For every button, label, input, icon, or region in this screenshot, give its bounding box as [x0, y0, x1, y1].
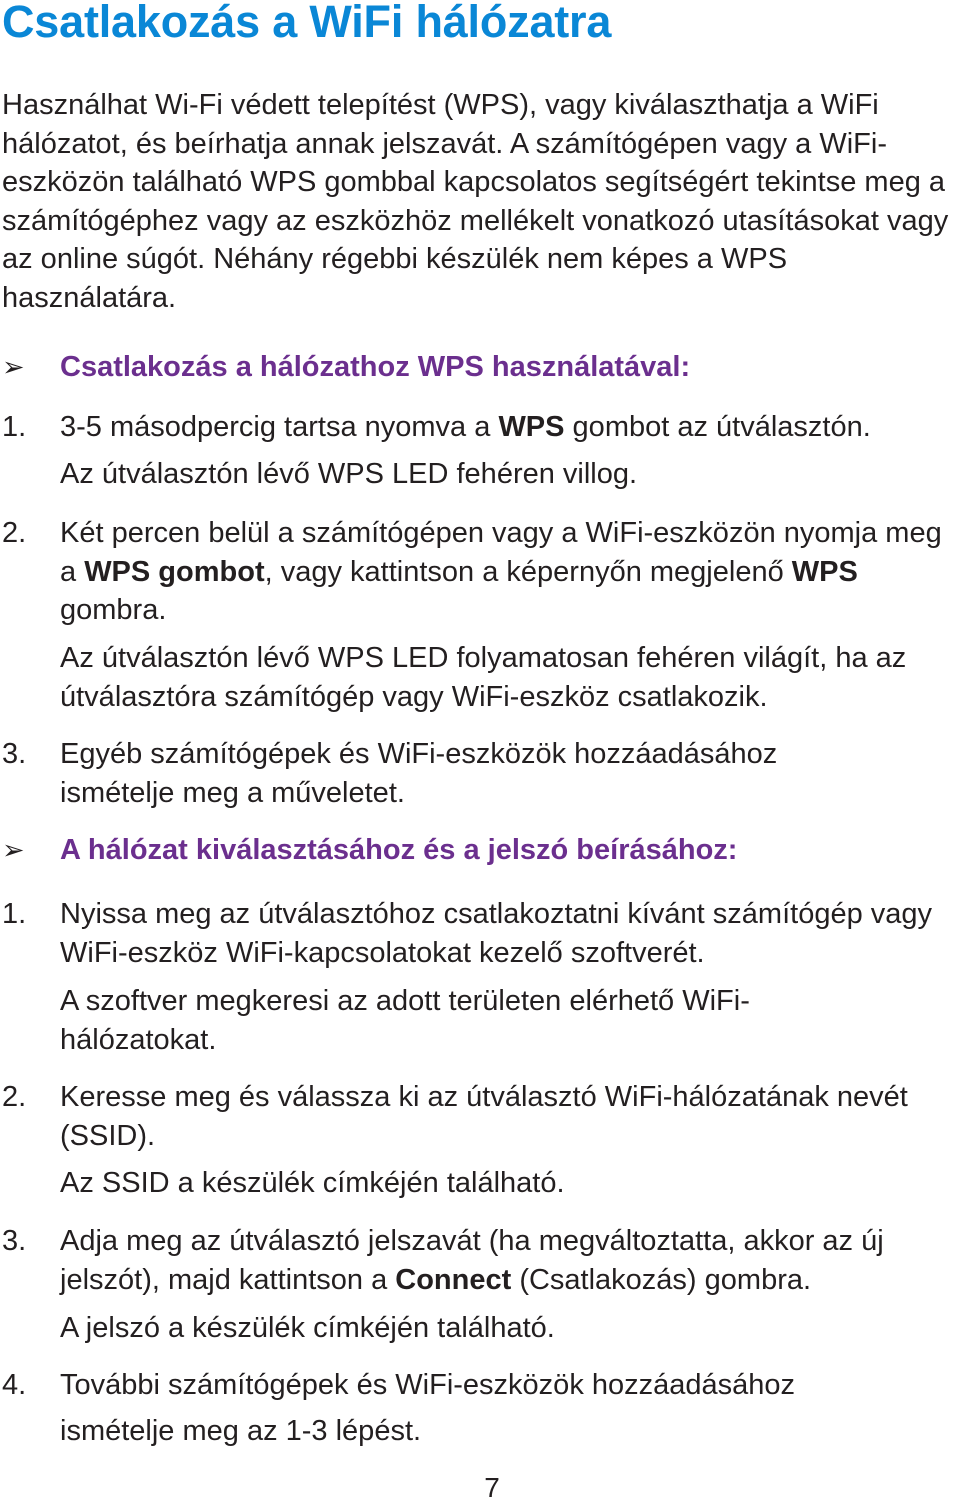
step-note: Az útválasztón lévő WPS LED fehéren villog. [60, 458, 638, 490]
step-note: A szoftver megkeresi az adott területen elérhető WiFi-hálózatokat. [60, 985, 750, 1056]
step-text-part: gombra. [60, 594, 167, 626]
step-text-bold: WPS gombot [84, 555, 265, 588]
step-text [60, 408, 960, 447]
step-text-bold: Connect [395, 1263, 512, 1296]
step-number: 2. [2, 517, 27, 549]
arrowhead-bullet-icon: ➢ [2, 352, 25, 382]
section-heading-wps [0, 347, 960, 387]
step-text: Nyissa meg az útválasztóhoz csatlakoztatni kívánt számítógép vagy WiFi-eszköz WiFi-kapcsolatokat kezelő szoftverét. [60, 898, 933, 969]
page-number: 7 [484, 1472, 500, 1503]
step-note: A jelszó a készülék címkéjén található. [60, 1312, 555, 1344]
section-heading-password-text: A hálózat kiválasztásához és a jelszó beírásához: [60, 834, 738, 866]
section-heading-wps-text: Csatlakozás a hálózathoz WPS használatával: [60, 351, 691, 383]
step-text [60, 1222, 960, 1299]
step-text-bold: WPS [498, 411, 565, 443]
step-text: Egyéb számítógépek és WiFi-eszközök hozzáadásához ismételje meg a műveletet. [60, 738, 778, 809]
step-text: Keresse meg és válassza ki az útválasztó WiFi-hálózatának nevét (SSID). [60, 1081, 908, 1152]
step-text-line: További számítógépek és WiFi-eszközök hozzáadásához [60, 1369, 796, 1401]
step-text [60, 1366, 960, 1450]
step-text-part: gombot az útválasztón. [564, 411, 871, 443]
step-number: 2. [2, 1081, 27, 1113]
arrowhead-bullet-icon: ➢ [2, 835, 25, 865]
step-number: 4. [2, 1369, 27, 1401]
step-text-part: Adja meg az útválasztó jelszavát (ha megváltoztatta, akkor az új jelszót), majd kattintson a [60, 1225, 884, 1296]
step-note: Az SSID a készülék címkéjén található. [60, 1167, 565, 1199]
section-heading-password [0, 830, 960, 870]
step-number: 1. [2, 898, 27, 930]
step-text-line: ismételje meg az 1-3 lépést. [60, 1414, 422, 1447]
step-text-part: 3-5 másodpercig tartsa nyomva a [60, 411, 499, 443]
step-note: Az útválasztón lévő WPS LED folyamatosan fehéren világít, ha az útválasztóra számítógép vagy WiFi-eszköz csatlakozik. [60, 642, 907, 713]
step-text-part: Két percen belül a számítógépen vagy a WiFi-eszközön nyomja meg a [60, 517, 942, 588]
page-title: Csatlakozás a WiFi hálózatra [2, 0, 612, 47]
step-text-part: , vagy kattintson a képernyőn megjelenő [264, 555, 792, 588]
step-text [60, 514, 960, 630]
step-text-bold: WPS [791, 555, 858, 588]
step-number: 3. [2, 1225, 27, 1257]
step-number: 1. [2, 411, 27, 443]
intro-paragraph: Használhat Wi-Fi védett telepítést (WPS), vagy kiválaszthatja a WiFi hálózatot, és beírhatja annak jelszavát. A számítógépen vagy a WiFi-eszközön található WPS gombbal kapcsolatos segítségért tekintse meg a számítógéphez vagy az eszközhöz mellékelt vonatkozó utasításokat vagy az online súgót. Néhány régebbi készülék nem képes a WPS használatára. [2, 89, 949, 314]
step-number: 3. [2, 738, 27, 770]
step-text-part: (Csatlakozás) gombra. [511, 1263, 812, 1296]
